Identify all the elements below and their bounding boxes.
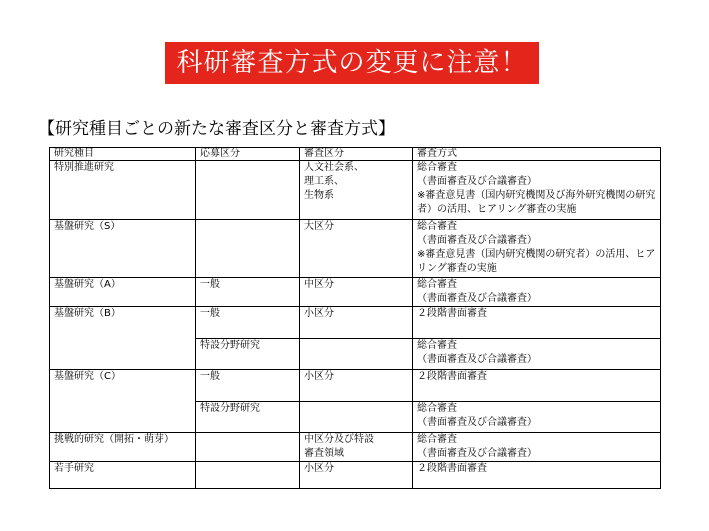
cell-review-area: 人文社会系、 理工系、 生物系 (300, 161, 413, 220)
cell-review-method: ２段階書面審査 (413, 370, 661, 402)
cell-research-type: 挑戦的研究（開拓・萌芽） (50, 433, 196, 462)
table-header-row (50, 148, 661, 161)
cell-research-type: 基盤研究（A） (50, 278, 196, 307)
cell-review-area: 小区分 (300, 462, 413, 489)
cell-review-method: ２段階書面審査 (413, 307, 661, 339)
page-banner: 科研審査方式の変更に注意！ (165, 42, 539, 84)
cell-application-category: 特設分野研究 (196, 339, 300, 370)
cell-review-method: ２段階書面審査 (413, 462, 661, 489)
table-row (50, 462, 661, 489)
cell-review-area (300, 402, 413, 433)
cell-review-area: 大区分 (300, 220, 413, 278)
cell-review-area: 中区分及び特設 審査領域 (300, 433, 413, 462)
cell-review-method: 総合審査 （書面審査及び合議審査） ※審査意見書（国内研究機関及び海外研究機関の研究者）の活用、ヒアリング審査の実施 (413, 161, 661, 220)
cell-application-category (196, 161, 300, 220)
header-application-category: 応募区分 (196, 148, 300, 161)
cell-application-category: 特設分野研究 (196, 402, 300, 433)
cell-review-method: 総合審査 （書面審査及び合議審査） (413, 402, 661, 433)
table-row (50, 278, 661, 307)
cell-review-area: 中区分 (300, 278, 413, 307)
table-row (50, 161, 661, 220)
cell-research-type: 基盤研究（B） (50, 307, 196, 370)
header-research-type: 研究種目 (50, 148, 196, 161)
review-method-table (49, 147, 661, 489)
cell-review-method: 総合審査 （書面審査及び合議審査） ※審査意見書（国内研究機関の研究者）の活用、ヒアリング審査の実施 (413, 220, 661, 278)
table-row (50, 370, 661, 402)
cell-review-area (300, 339, 413, 370)
table-row (50, 220, 661, 278)
cell-research-type: 若手研究 (50, 462, 196, 489)
header-review-area: 審査区分 (300, 148, 413, 161)
cell-review-area: 小区分 (300, 307, 413, 339)
cell-application-category: 一般 (196, 278, 300, 307)
table-row (50, 307, 661, 339)
table-row (50, 433, 661, 462)
section-title: 【研究種目ごとの新たな審査区分と審査方式】 (38, 119, 395, 139)
cell-application-category: 一般 (196, 370, 300, 402)
cell-research-type: 特別推進研究 (50, 161, 196, 220)
cell-application-category (196, 220, 300, 278)
cell-review-area: 小区分 (300, 370, 413, 402)
cell-application-category (196, 433, 300, 462)
cell-application-category (196, 462, 300, 489)
cell-review-method: 総合審査 （書面審査及び合議審査） (413, 433, 661, 462)
cell-review-method: 総合審査 （書面審査及び合議審査） (413, 339, 661, 370)
cell-research-type: 基盤研究（C） (50, 370, 196, 433)
cell-application-category: 一般 (196, 307, 300, 339)
cell-research-type: 基盤研究（S） (50, 220, 196, 278)
cell-review-method: 総合審査 （書面審査及び合議審査） (413, 278, 661, 307)
header-review-method: 審査方式 (413, 148, 661, 161)
